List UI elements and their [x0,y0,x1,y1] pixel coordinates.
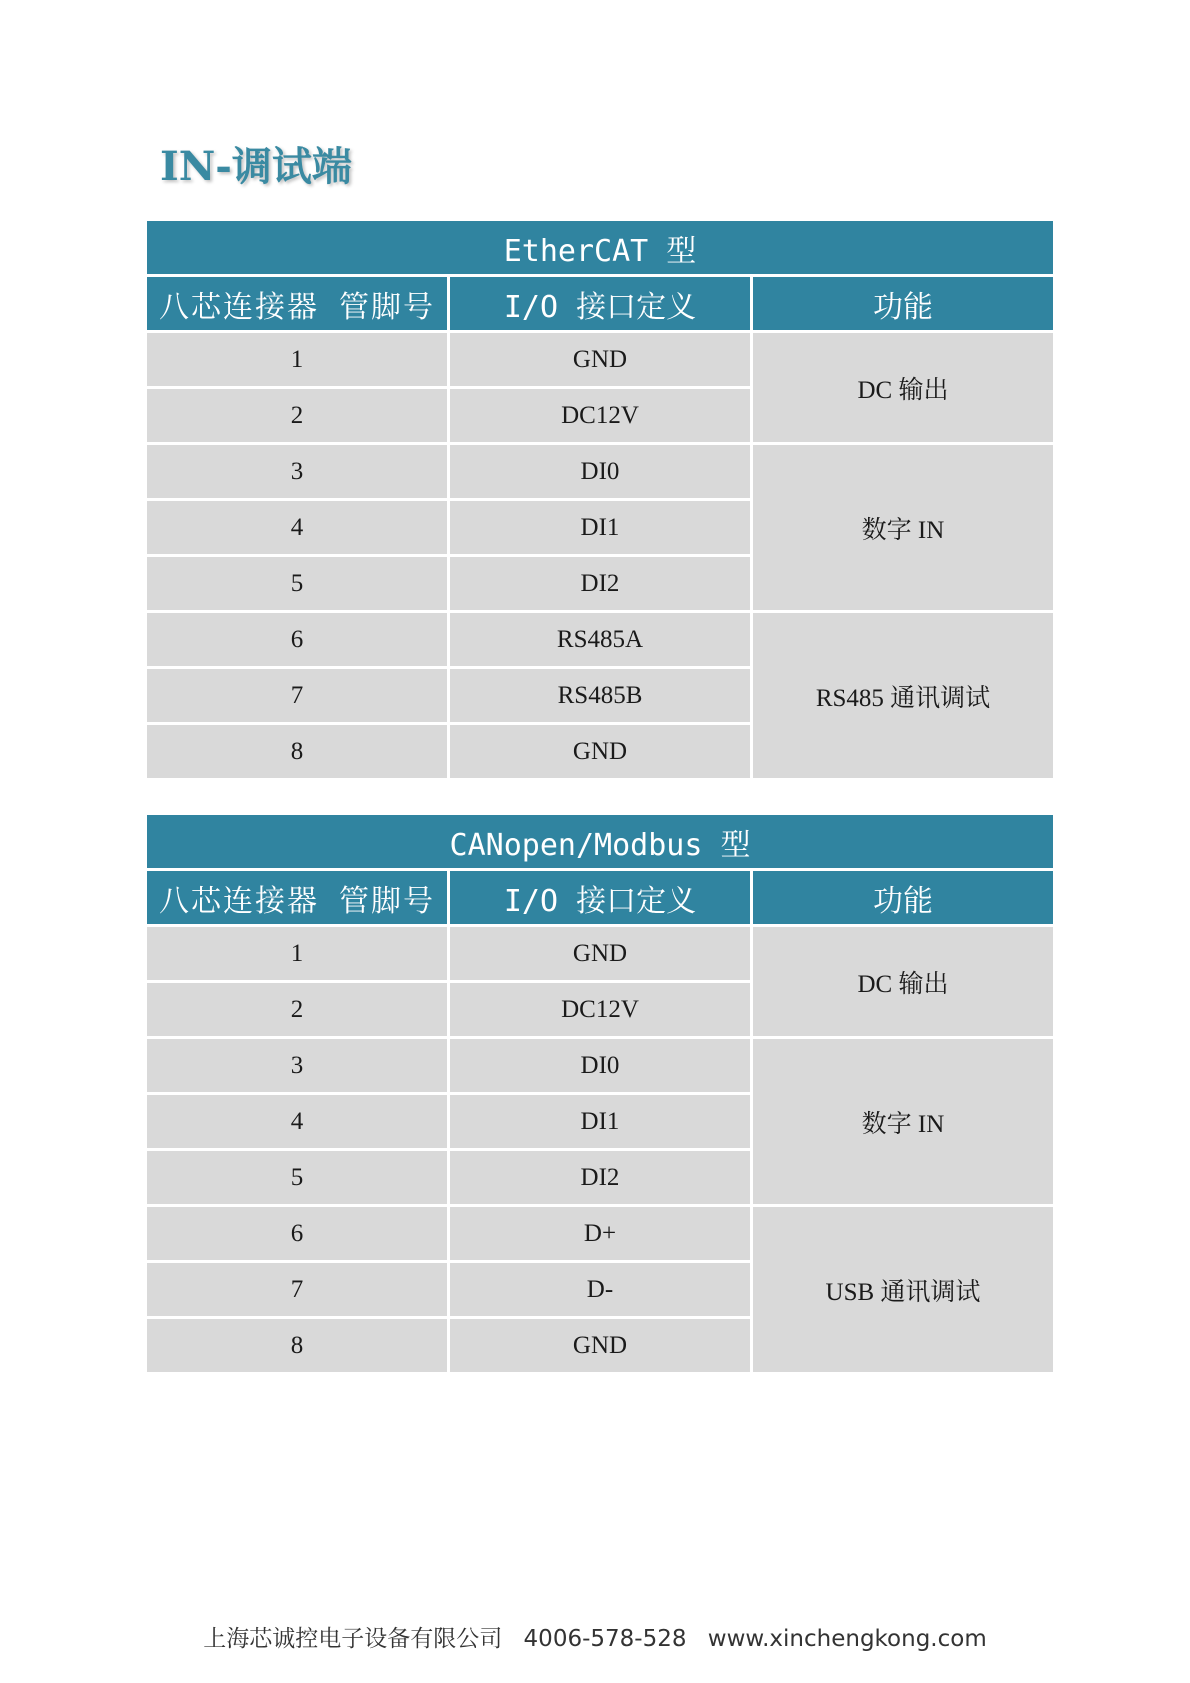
page-title: IN-调试端 [160,143,352,190]
io-definition: RS485A [449,612,752,668]
io-definition: DI1 [449,1094,752,1150]
table-type-title: CANopen/Modbus 型 [146,814,1055,870]
column-header-io: I/O 接口定义 [449,870,752,926]
io-definition: DC12V [449,982,752,1038]
pin-number: 7 [146,668,449,724]
io-definition: DI0 [449,444,752,500]
table-row [146,612,1055,668]
function-cell: RS485 通讯调试 [752,612,1055,780]
io-definition: D- [449,1262,752,1318]
table-row [146,332,1055,388]
pin-number: 6 [146,612,449,668]
pin-number: 1 [146,332,449,388]
io-definition: DI2 [449,1150,752,1206]
table-row [146,444,1055,500]
io-definition: DC12V [449,388,752,444]
pin-number: 5 [146,1150,449,1206]
pin-number: 8 [146,724,449,780]
function-cell: DC 输出 [752,926,1055,1038]
pin-number: 6 [146,1206,449,1262]
footer-website: www.xinchengkong.com [707,1626,987,1652]
pin-number: 5 [146,556,449,612]
page-footer [0,1620,1190,1653]
io-definition: GND [449,724,752,780]
pin-number: 8 [146,1318,449,1374]
io-definition: D+ [449,1206,752,1262]
io-definition: GND [449,1318,752,1374]
function-cell: 数字 IN [752,444,1055,612]
pin-number: 4 [146,1094,449,1150]
table-row [146,1038,1055,1094]
pin-number: 7 [146,1262,449,1318]
pin-number: 4 [146,500,449,556]
canopen-modbus-pin-table [144,812,1056,1375]
function-cell: 数字 IN [752,1038,1055,1206]
table-type-title: EtherCAT 型 [146,220,1055,276]
io-definition: GND [449,332,752,388]
ethercat-pin-table [144,218,1056,781]
footer-company: 上海芯诚控电子设备有限公司 [203,1626,503,1652]
footer-phone: 4006-578-528 [523,1626,687,1652]
pin-number: 3 [146,444,449,500]
column-header-pin: 八芯连接器 管脚号 [146,870,449,926]
function-cell: USB 通讯调试 [752,1206,1055,1374]
io-definition: DI0 [449,1038,752,1094]
function-cell: DC 输出 [752,332,1055,444]
io-definition: DI2 [449,556,752,612]
pin-number: 2 [146,982,449,1038]
io-definition: DI1 [449,500,752,556]
table-row [146,926,1055,982]
pin-number: 2 [146,388,449,444]
io-definition: RS485B [449,668,752,724]
column-header-function: 功能 [752,276,1055,332]
pin-number: 1 [146,926,449,982]
column-header-io: I/O 接口定义 [449,276,752,332]
pin-number: 3 [146,1038,449,1094]
io-definition: GND [449,926,752,982]
column-header-function: 功能 [752,870,1055,926]
table-row [146,1206,1055,1262]
column-header-pin: 八芯连接器 管脚号 [146,276,449,332]
